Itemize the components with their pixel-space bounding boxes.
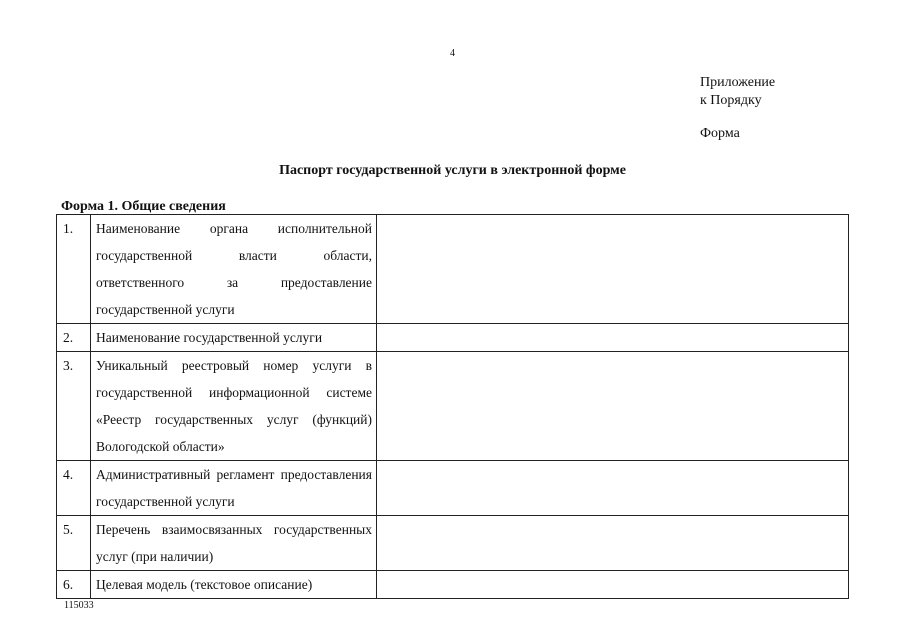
general-info-table <box>56 214 849 599</box>
row-value[interactable] <box>377 324 849 352</box>
appendix-line-1: Приложение <box>700 75 776 90</box>
table-row <box>57 215 849 324</box>
document-code: 115033 <box>64 600 94 611</box>
table-row <box>57 324 849 352</box>
document-title: Паспорт государственной услуги в электронной форме <box>279 163 626 178</box>
appendix-header <box>700 74 775 110</box>
row-label: Административный регламент предоставления государственной услуги <box>91 461 377 516</box>
row-value[interactable] <box>377 571 849 599</box>
row-number: 4. <box>57 461 91 516</box>
row-number: 3. <box>57 352 91 461</box>
row-value[interactable] <box>377 516 849 571</box>
row-value[interactable] <box>377 461 849 516</box>
row-label: Наименование органа исполнительной государственной власти области, ответственного за предоставление государственной услуги <box>91 215 377 324</box>
table-row <box>57 516 849 571</box>
page-number: 4 <box>450 48 455 59</box>
row-label: Наименование государственной услуги <box>91 324 377 352</box>
row-label: Перечень взаимосвязанных государственных услуг (при наличии) <box>91 516 377 571</box>
row-number: 5. <box>57 516 91 571</box>
section-title: Форма 1. Общие сведения <box>61 199 226 214</box>
table-row <box>57 461 849 516</box>
form-label: Форма <box>700 126 740 141</box>
row-number: 6. <box>57 571 91 599</box>
row-value[interactable] <box>377 215 849 324</box>
row-label: Уникальный реестровый номер услуги в государственной информационной системе «Реестр государственных услуг (функций) Вологодской области» <box>91 352 377 461</box>
row-label: Целевая модель (текстовое описание) <box>91 571 377 599</box>
table-row <box>57 571 849 599</box>
row-number: 1. <box>57 215 91 324</box>
row-number: 2. <box>57 324 91 352</box>
table-row <box>57 352 849 461</box>
row-value[interactable] <box>377 352 849 461</box>
appendix-line-2: к Порядку <box>700 93 762 108</box>
